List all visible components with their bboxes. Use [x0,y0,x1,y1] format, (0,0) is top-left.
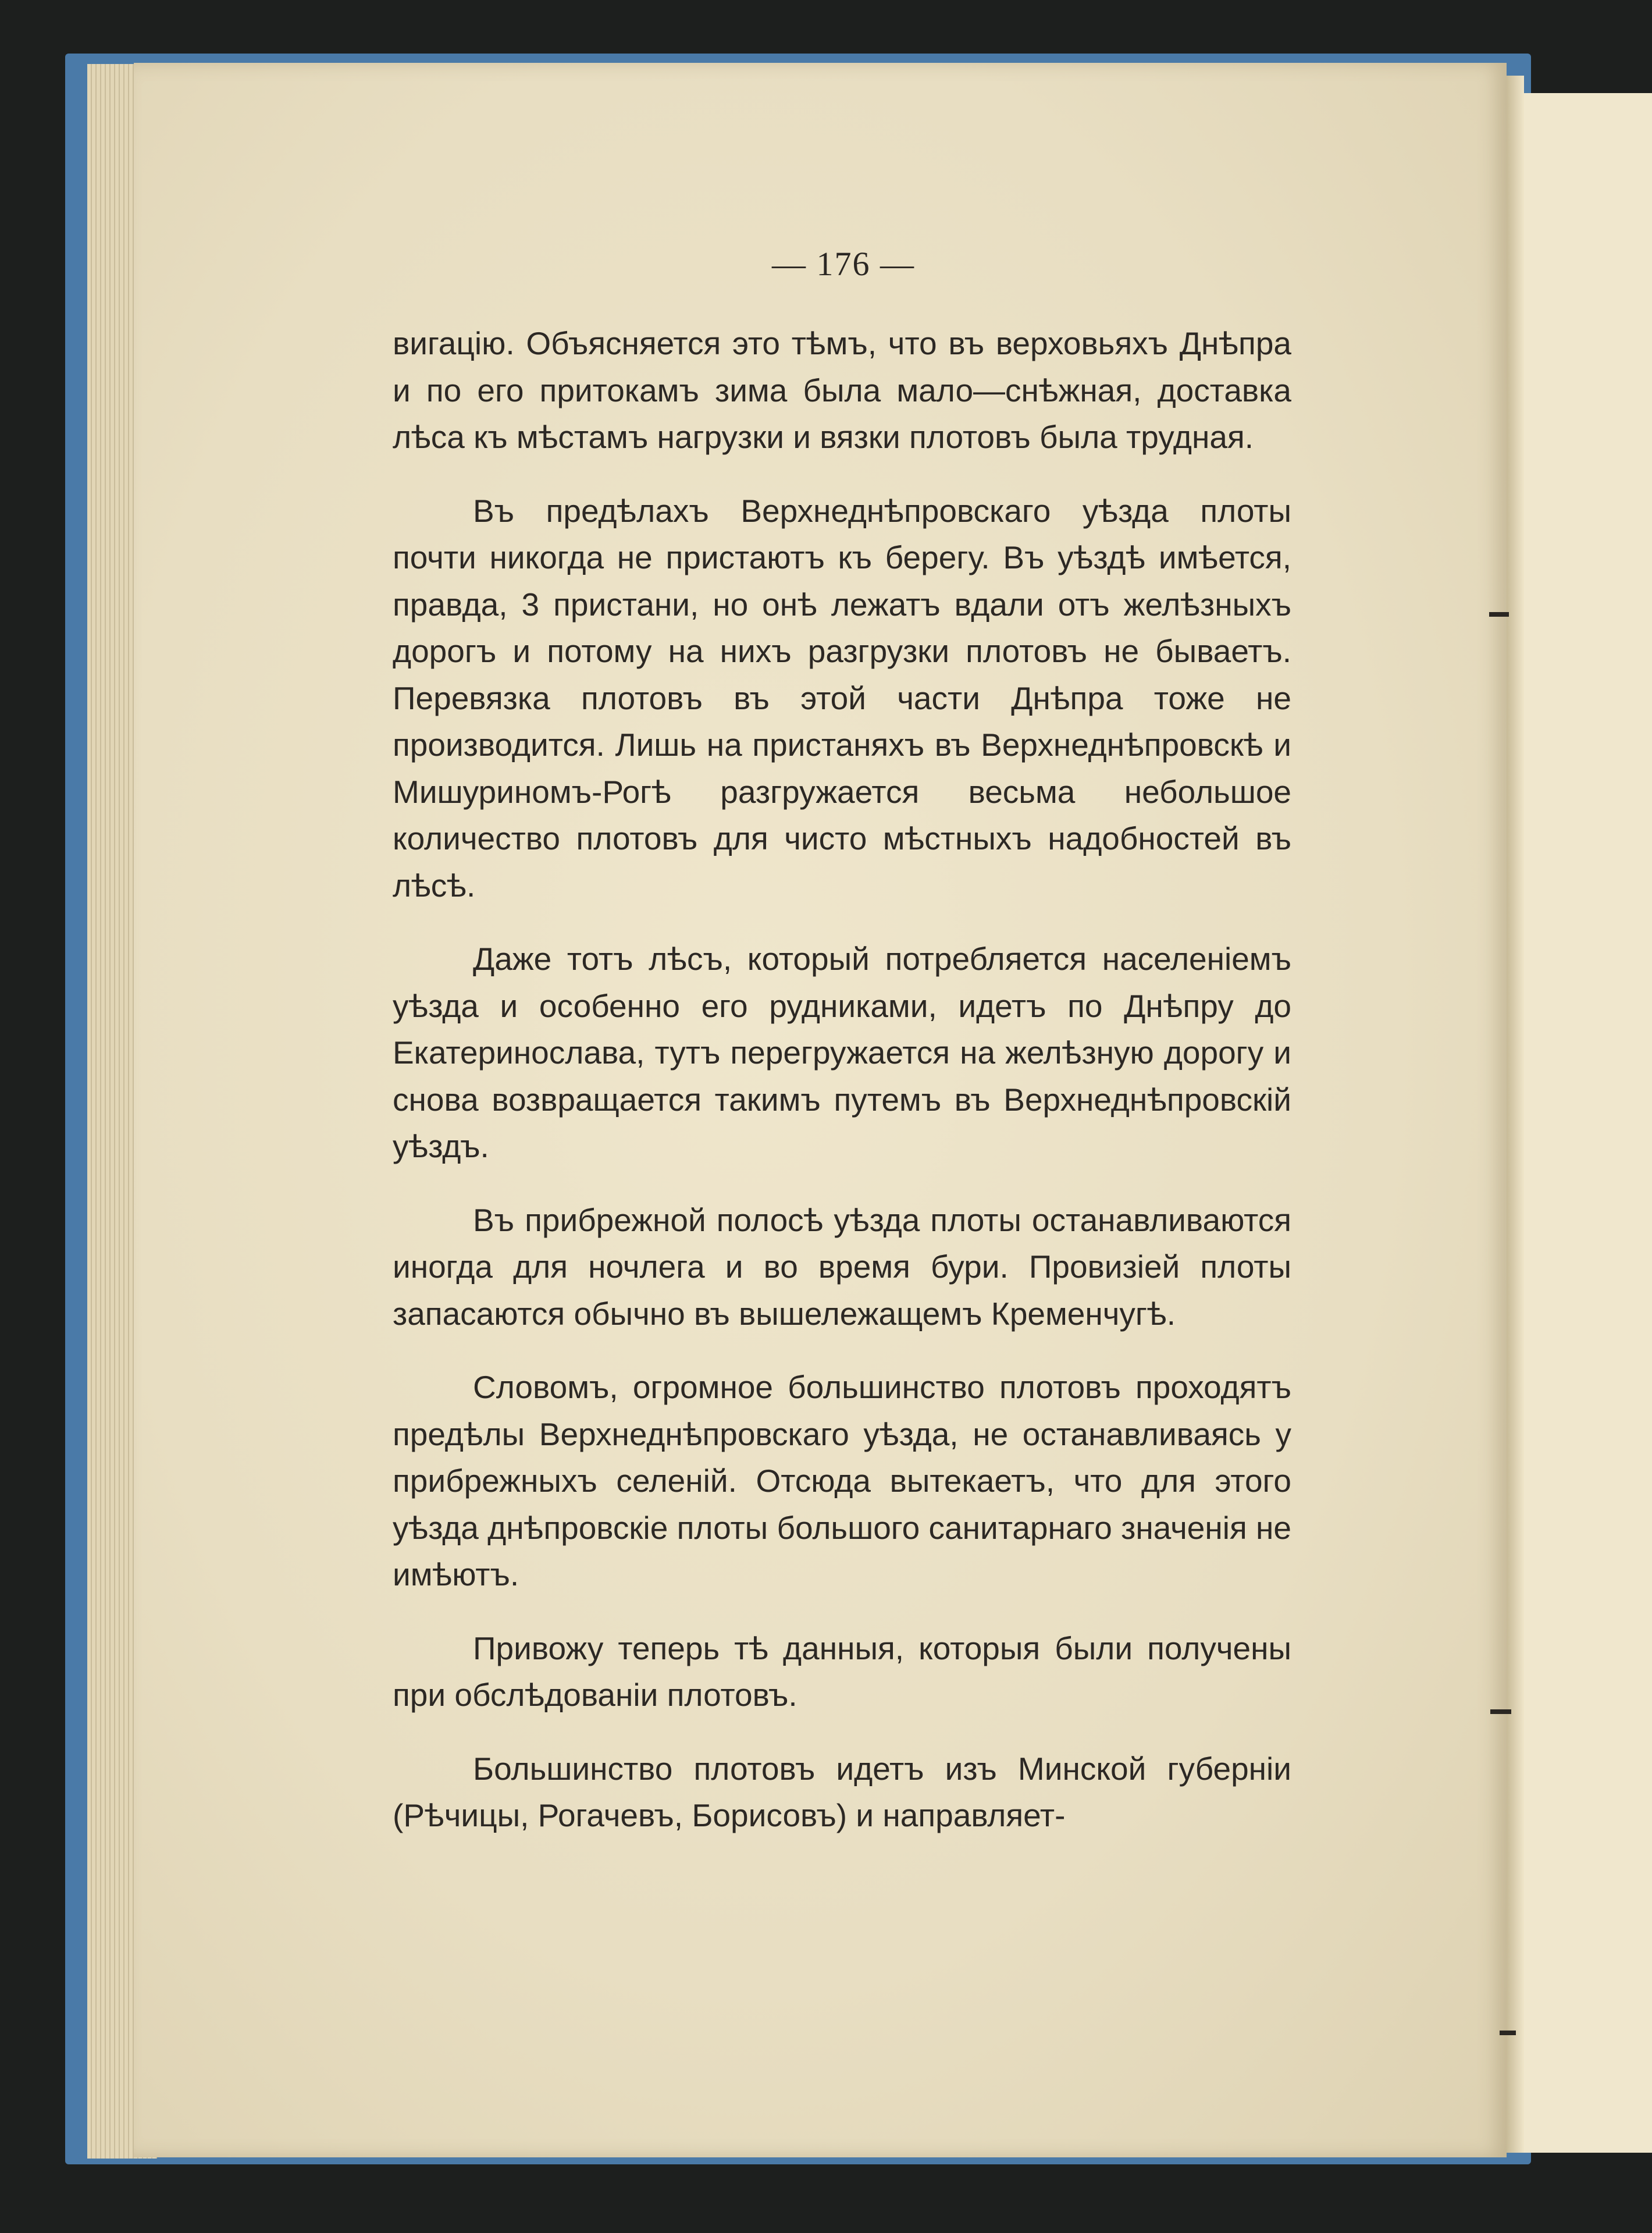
binding-thread-mark [1500,2031,1516,2035]
paragraph: Большинство плотовъ идетъ изъ Минской губерніи (Рѣчицы, Рогачевъ, Борисовъ) и направляет- [393,1750,1291,1833]
facing-page [1512,93,1652,2153]
paragraph: Словомъ, огромное большинство плотовъ проходятъ предѣлы Верхнеднѣпровскаго уѣзда, не останавливаясь у прибрежныхъ селеній. Отсюда вытекаетъ, что для этого уѣзда днѣпровскіе плоты большого санитарнаго значенія не имѣютъ. [393,1369,1291,1592]
paragraph: Даже тотъ лѣсъ, который потребляется населеніемъ уѣзда и особенно его рудниками, идетъ по Днѣпру до Екатеринослава, тутъ перегружается на желѣзную дорогу и снова возвращается такимъ путемъ въ Верхнеднѣпровскій уѣздъ. [393,941,1291,1164]
binding-thread-mark [1489,612,1509,617]
paragraph: Въ предѣлахъ Верхнеднѣпровскаго уѣзда плоты почти никогда не пристаютъ къ берегу. Въ уѣздѣ имѣется, правда, 3 пристани, но онѣ лежатъ вдали отъ желѣзныхъ дорогъ и потому на нихъ разгрузки плотовъ не бываетъ. Перевязка плотовъ въ этой части Днѣпра тоже не производится. Лишь на пристаняхъ въ Верхнеднѣпровскѣ и Мишуриномъ-Рогѣ разгружается весьма небольшое количество плотовъ для чисто мѣстныхъ надобностей въ лѣсѣ. [393,492,1291,904]
paragraph: вигацію. Объясняется это тѣмъ, что въ верховьяхъ Днѣпра и по его притокамъ зима была мало—снѣжная, доставка лѣса къ мѣстамъ нагрузки и вязки плотовъ была трудная. [393,325,1291,455]
page-number: — 176 — [772,245,915,283]
paragraph: Въ прибрежной полосѣ уѣзда плоты останавливаются иногда для ночлега и во время бури. Провизіей плоты запасаются обычно въ вышележащемъ Кременчугѣ. [393,1201,1291,1332]
page-text [393,320,1291,1866]
binding-thread-mark [1490,1709,1511,1714]
paragraph: Привожу теперь тѣ данныя, которыя были получены при обслѣдованіи плотовъ. [393,1630,1291,1713]
